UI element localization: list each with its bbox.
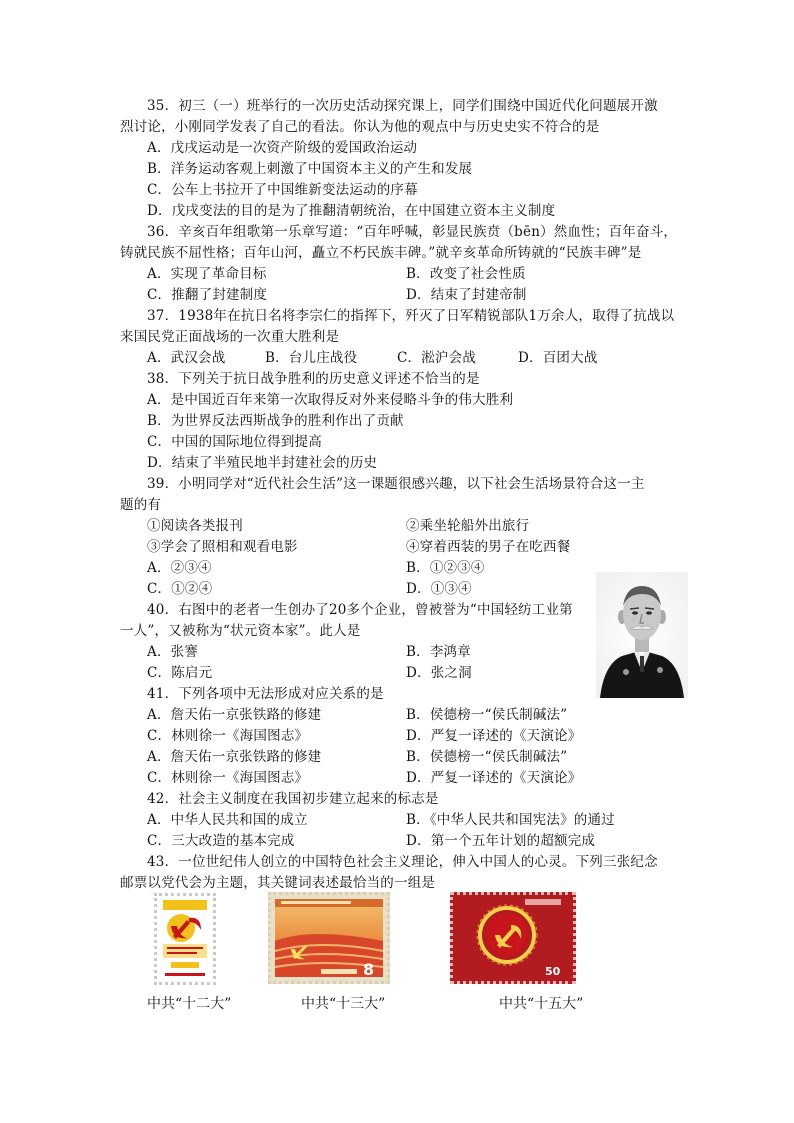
q36-stem-line1: 36．辛亥百年组歌第一乐章写道：“百年呼喊，彰显民族贲（bēn）然血性；百年奋斗，	[147, 224, 678, 240]
q40-option-b: B．李鸿章	[406, 644, 471, 660]
q41-option-a-repeat: A．詹天佑一京张铁路的修建	[147, 749, 322, 765]
stamp-13th-illustration	[271, 895, 387, 981]
q35-option-c: C．公车上书拉开了中国维新变法运动的序幕	[147, 182, 418, 198]
q40-option-a: A．张謇	[147, 644, 199, 660]
q36-option-b: B．改变了社会性质	[406, 266, 526, 282]
q42-stem-line1: 42．社会主义制度在我国初步建立起来的标志是	[147, 791, 439, 807]
q41-option-d: D．严复一译述的《天演论》	[406, 728, 582, 744]
q37-option-b: B．台儿庄战役	[265, 350, 358, 366]
q40-option-d: D．张之洞	[406, 665, 472, 681]
stamp-12th-illustration	[157, 896, 213, 982]
q39-option-a: A．②③④	[147, 560, 212, 576]
q41-stem-line1: 41．下列各项中无法形成对应关系的是	[147, 686, 384, 702]
q35-stem-line2: 烈讨论，小刚同学发表了自己的看法。你认为他的观点中与历史史实不符合的是	[120, 119, 600, 135]
q36-option-c: C．推翻了封建制度	[147, 287, 268, 303]
q36-stem-line2: 铸就民族不屈性格；百年山河，矗立不朽民族丰碑。”就辛亥革命所铸就的“民族丰碑”是	[120, 245, 642, 261]
q39-option-b: B．①②③④	[406, 560, 485, 576]
q38-option-c: C．中国的国际地位得到提高	[147, 434, 322, 450]
q39-item-3: ③学会了照相和观看电影	[147, 539, 298, 555]
portrait-illustration	[596, 572, 688, 698]
q39-stem-line1: 39．小明同学对“近代社会生活”这一课题很感兴趣，以下社会生活场景符合这一主	[147, 476, 645, 492]
q42-option-d: D．第一个五年计划的超额完成	[406, 833, 596, 849]
stamp-caption-12th: 中共“十二大”	[147, 996, 232, 1012]
q41-option-c: C．林则徐一《海国图志》	[147, 728, 309, 744]
q43-stem-line2: 邮票以党代会为主题，其关键词表述最恰当的一组是	[120, 875, 436, 891]
q38-option-b: B．为世界反法西斯战争的胜利作出了贡献	[147, 413, 404, 429]
q39-option-c: C．①②④	[147, 581, 213, 597]
q39-item-4: ④穿着西装的男子在吃西餐	[406, 539, 571, 555]
q35-option-a: A．戊戌运动是一次资产阶级的爱国政治运动	[147, 140, 418, 156]
q39-item-1: ①阅读各类报刊	[147, 518, 243, 534]
q38-option-a: A．是中国近百年来第一次取得反对外来侵略斗争的伟大胜利	[147, 392, 514, 408]
q42-option-c: C．三大改造的基本完成	[147, 833, 295, 849]
q41-option-b-repeat: B．侯德榜一“侯氏制碱法”	[406, 749, 568, 765]
q39-stem-line2: 题的有	[120, 497, 162, 513]
q39-option-d: D．①③④	[406, 581, 472, 597]
stamp-13th-value: 8	[363, 960, 375, 979]
stamp-caption-15th: 中共“十五大”	[499, 996, 584, 1012]
q40-stem-line1: 40．右图中的老者一生创办了20多个企业，曾被誉为“中国轻纺工业第	[147, 602, 573, 618]
stamp-15th-congress	[450, 892, 576, 984]
q35-stem-line1: 35．初三（一）班举行的一次历史活动探究课上，同学们围绕中国近代化问题展开激	[147, 98, 658, 114]
q35-option-d: D．戊戌变法的目的是为了推翻清朝统治，在中国建立资本主义制度	[147, 203, 556, 219]
q42-option-a: A．中华人民共和国的成立	[147, 812, 308, 828]
q42-option-b: B．《中华人民共和国宪法》的通过	[406, 812, 615, 828]
q39-item-2: ②乘坐轮船外出旅行	[406, 518, 530, 534]
q41-option-c-repeat: C．林则徐一《海国图志》	[147, 770, 309, 786]
q40-option-c: C．陈启元	[147, 665, 213, 681]
q38-option-d: D．结束了半殖民地半封建社会的历史	[147, 455, 378, 471]
portrait-photo	[596, 572, 688, 698]
q41-option-a: A．詹天佑一京张铁路的修建	[147, 707, 322, 723]
stamp-13th-congress	[268, 892, 390, 984]
q43-stem-line1: 43．一位世纪伟人创立的中国特色社会主义理论，伸入中国人的心灵。下列三张纪念	[147, 854, 658, 870]
stamp-12th-congress	[154, 893, 216, 985]
q37-stem-line1: 37．1938年在抗日名将李宗仁的指挥下，歼灭了日军精锐部队1万余人，取得了抗战以	[147, 308, 675, 324]
q41-option-d-repeat: D．严复一译述的《天演论》	[406, 770, 582, 786]
q37-option-a: A．武汉会战	[147, 350, 226, 366]
q36-option-a: A．实现了革命目标	[147, 266, 267, 282]
q38-stem-line1: 38．下列关于抗日战争胜利的历史意义评述不恰当的是	[147, 371, 480, 387]
q37-option-d: D．百团大战	[518, 350, 598, 366]
stamp-15th-illustration	[453, 895, 573, 981]
q41-option-b: B．侯德榜一“侯氏制碱法”	[406, 707, 568, 723]
q35-option-b: B．洋务运动客观上刺激了中国资本主义的产生和发展	[147, 161, 473, 177]
q40-stem-line2: 一人”，又被称为“状元资本家”。此人是	[120, 623, 361, 639]
stamp-caption-13th: 中共“十三大”	[301, 996, 386, 1012]
stamp-15th-value: 50	[545, 965, 561, 978]
q36-option-d: D．结束了封建帝制	[406, 287, 527, 303]
q37-stem-line2: 来国民党正面战场的一次重大胜利是	[120, 329, 340, 345]
q37-option-c: C．淞沪会战	[397, 350, 477, 366]
